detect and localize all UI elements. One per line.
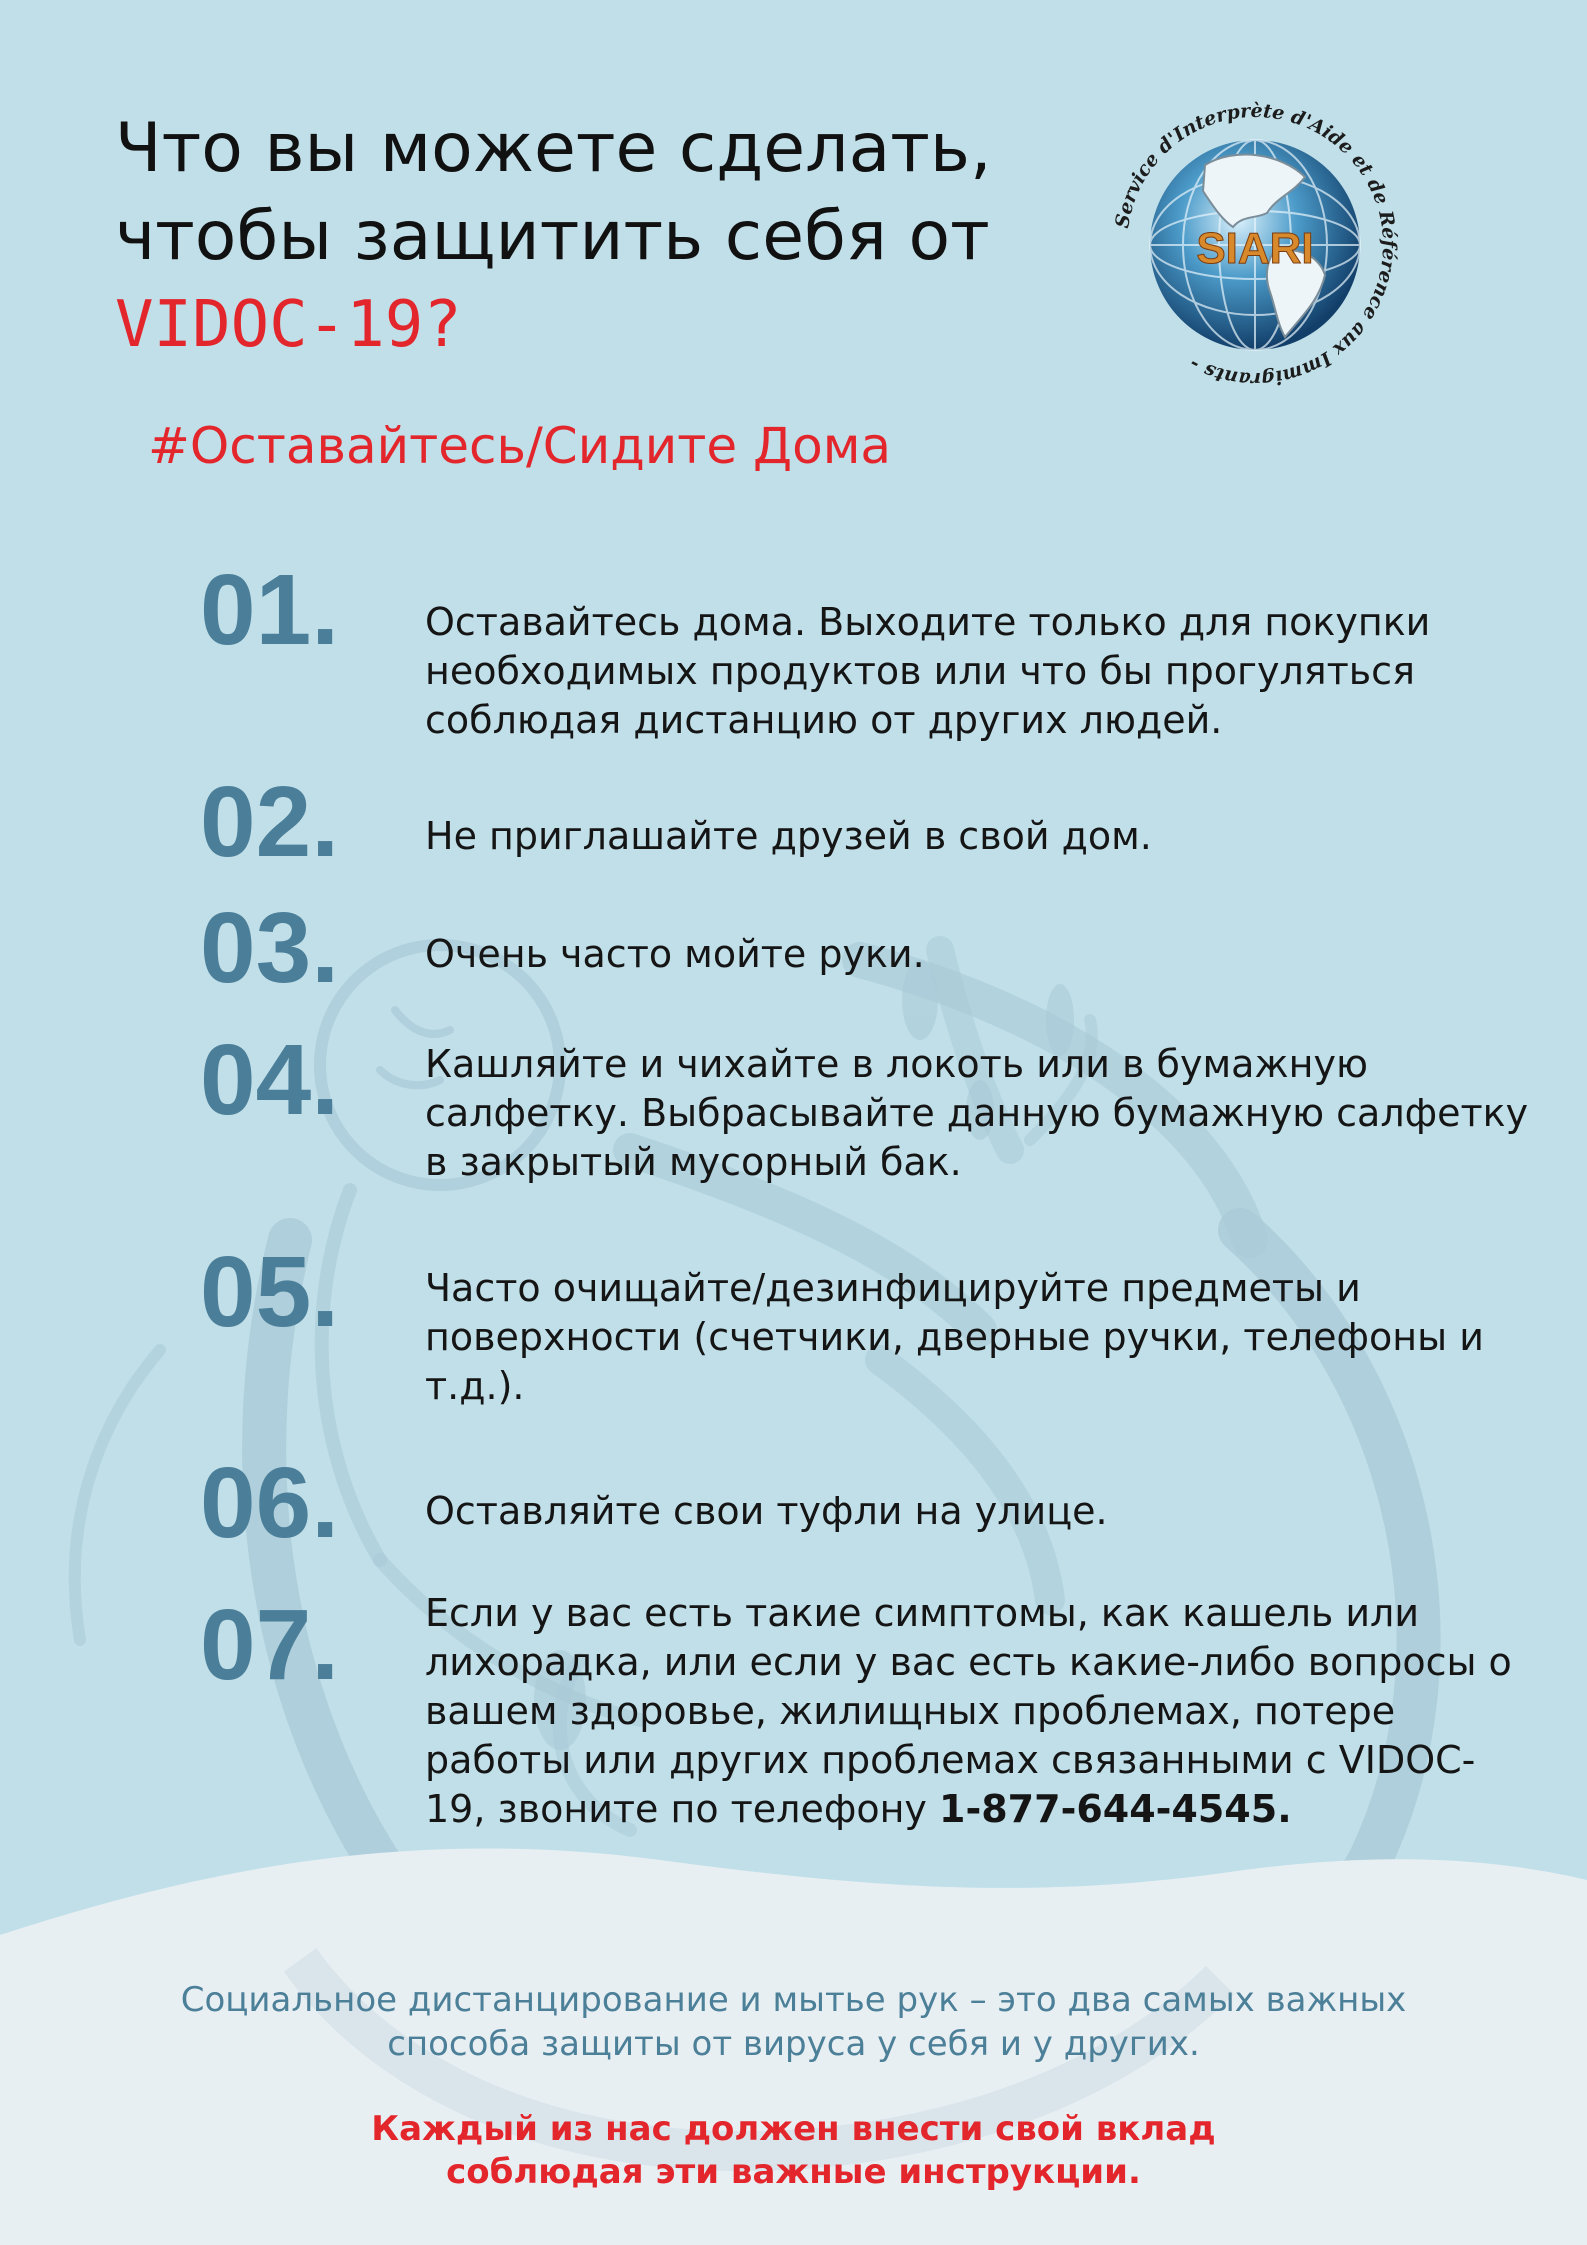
footer-note-line-1: Социальное дистанцирование и мытье рук – это два самых важных	[180, 1980, 1407, 2020]
item-text: Часто очищайте/дезинфицируйте предметы и поверхности (счетчики, дверные ручки, телефоны и т.д.).	[425, 1266, 1484, 1408]
item-text: Оставайтесь дома. Выходите только для покупки необходимых продуктов или что бы прогуляться соблюдая дистанцию от других людей.	[425, 600, 1431, 742]
hashtag: #Оставайтесь/Сидите Дома	[148, 417, 892, 475]
logo-ring-text: Service d'Interprète d'Aide et de Référence aux Immigrants -	[1111, 99, 1401, 391]
footer-note	[100, 1978, 1487, 2066]
footer-call-line-1: Каждый из нас должен внести свой вклад	[371, 2109, 1216, 2149]
item-number: 04.	[200, 1024, 340, 1136]
item-number: 01.	[200, 554, 340, 666]
item-text	[425, 1589, 1535, 1834]
item-number: 07.	[200, 1589, 340, 1701]
item-text: Не приглашайте друзей в свой дом.	[425, 814, 1152, 858]
title-line-2: чтобы защитить себя от	[115, 197, 990, 276]
title-line-1: Что вы можете сделать,	[115, 109, 992, 188]
item-text: Кашляйте и чихайте в локоть или в бумажную салфетку. Выбрасывайте данную бумажную салфетку в закрытый мусорный бак.	[425, 1042, 1529, 1184]
footer-call-line-2: соблюдая эти важные инструкции.	[446, 2152, 1141, 2192]
item-text-body: Если у вас есть такие симптомы, как кашель или лихорадка, или если у вас есть какие-либо вопросы о вашем здоровье, жилищных проблемах, потере работы или других проблемах связанными с VIDOC-19, звоните по телефону	[425, 1591, 1512, 1831]
item-number: 06.	[200, 1447, 340, 1559]
siari-logo	[1105, 95, 1405, 395]
page-title	[115, 105, 1055, 369]
footer-call-to-action	[100, 2108, 1487, 2194]
item-number: 02.	[200, 766, 340, 878]
phone-number[interactable]: 1-877-644-4545.	[939, 1787, 1292, 1831]
item-number: 03.	[200, 892, 340, 1004]
item-text: Очень часто мойте руки.	[425, 932, 925, 976]
item-text: Оставляйте свои туфли на улице.	[425, 1489, 1108, 1533]
footer-note-line-2: способа защиты от вируса у себя и у других.	[387, 2024, 1200, 2064]
title-accent: VIDOC-19?	[115, 288, 462, 362]
item-number: 05.	[200, 1236, 340, 1348]
logo-name: SIARI	[1196, 224, 1314, 273]
